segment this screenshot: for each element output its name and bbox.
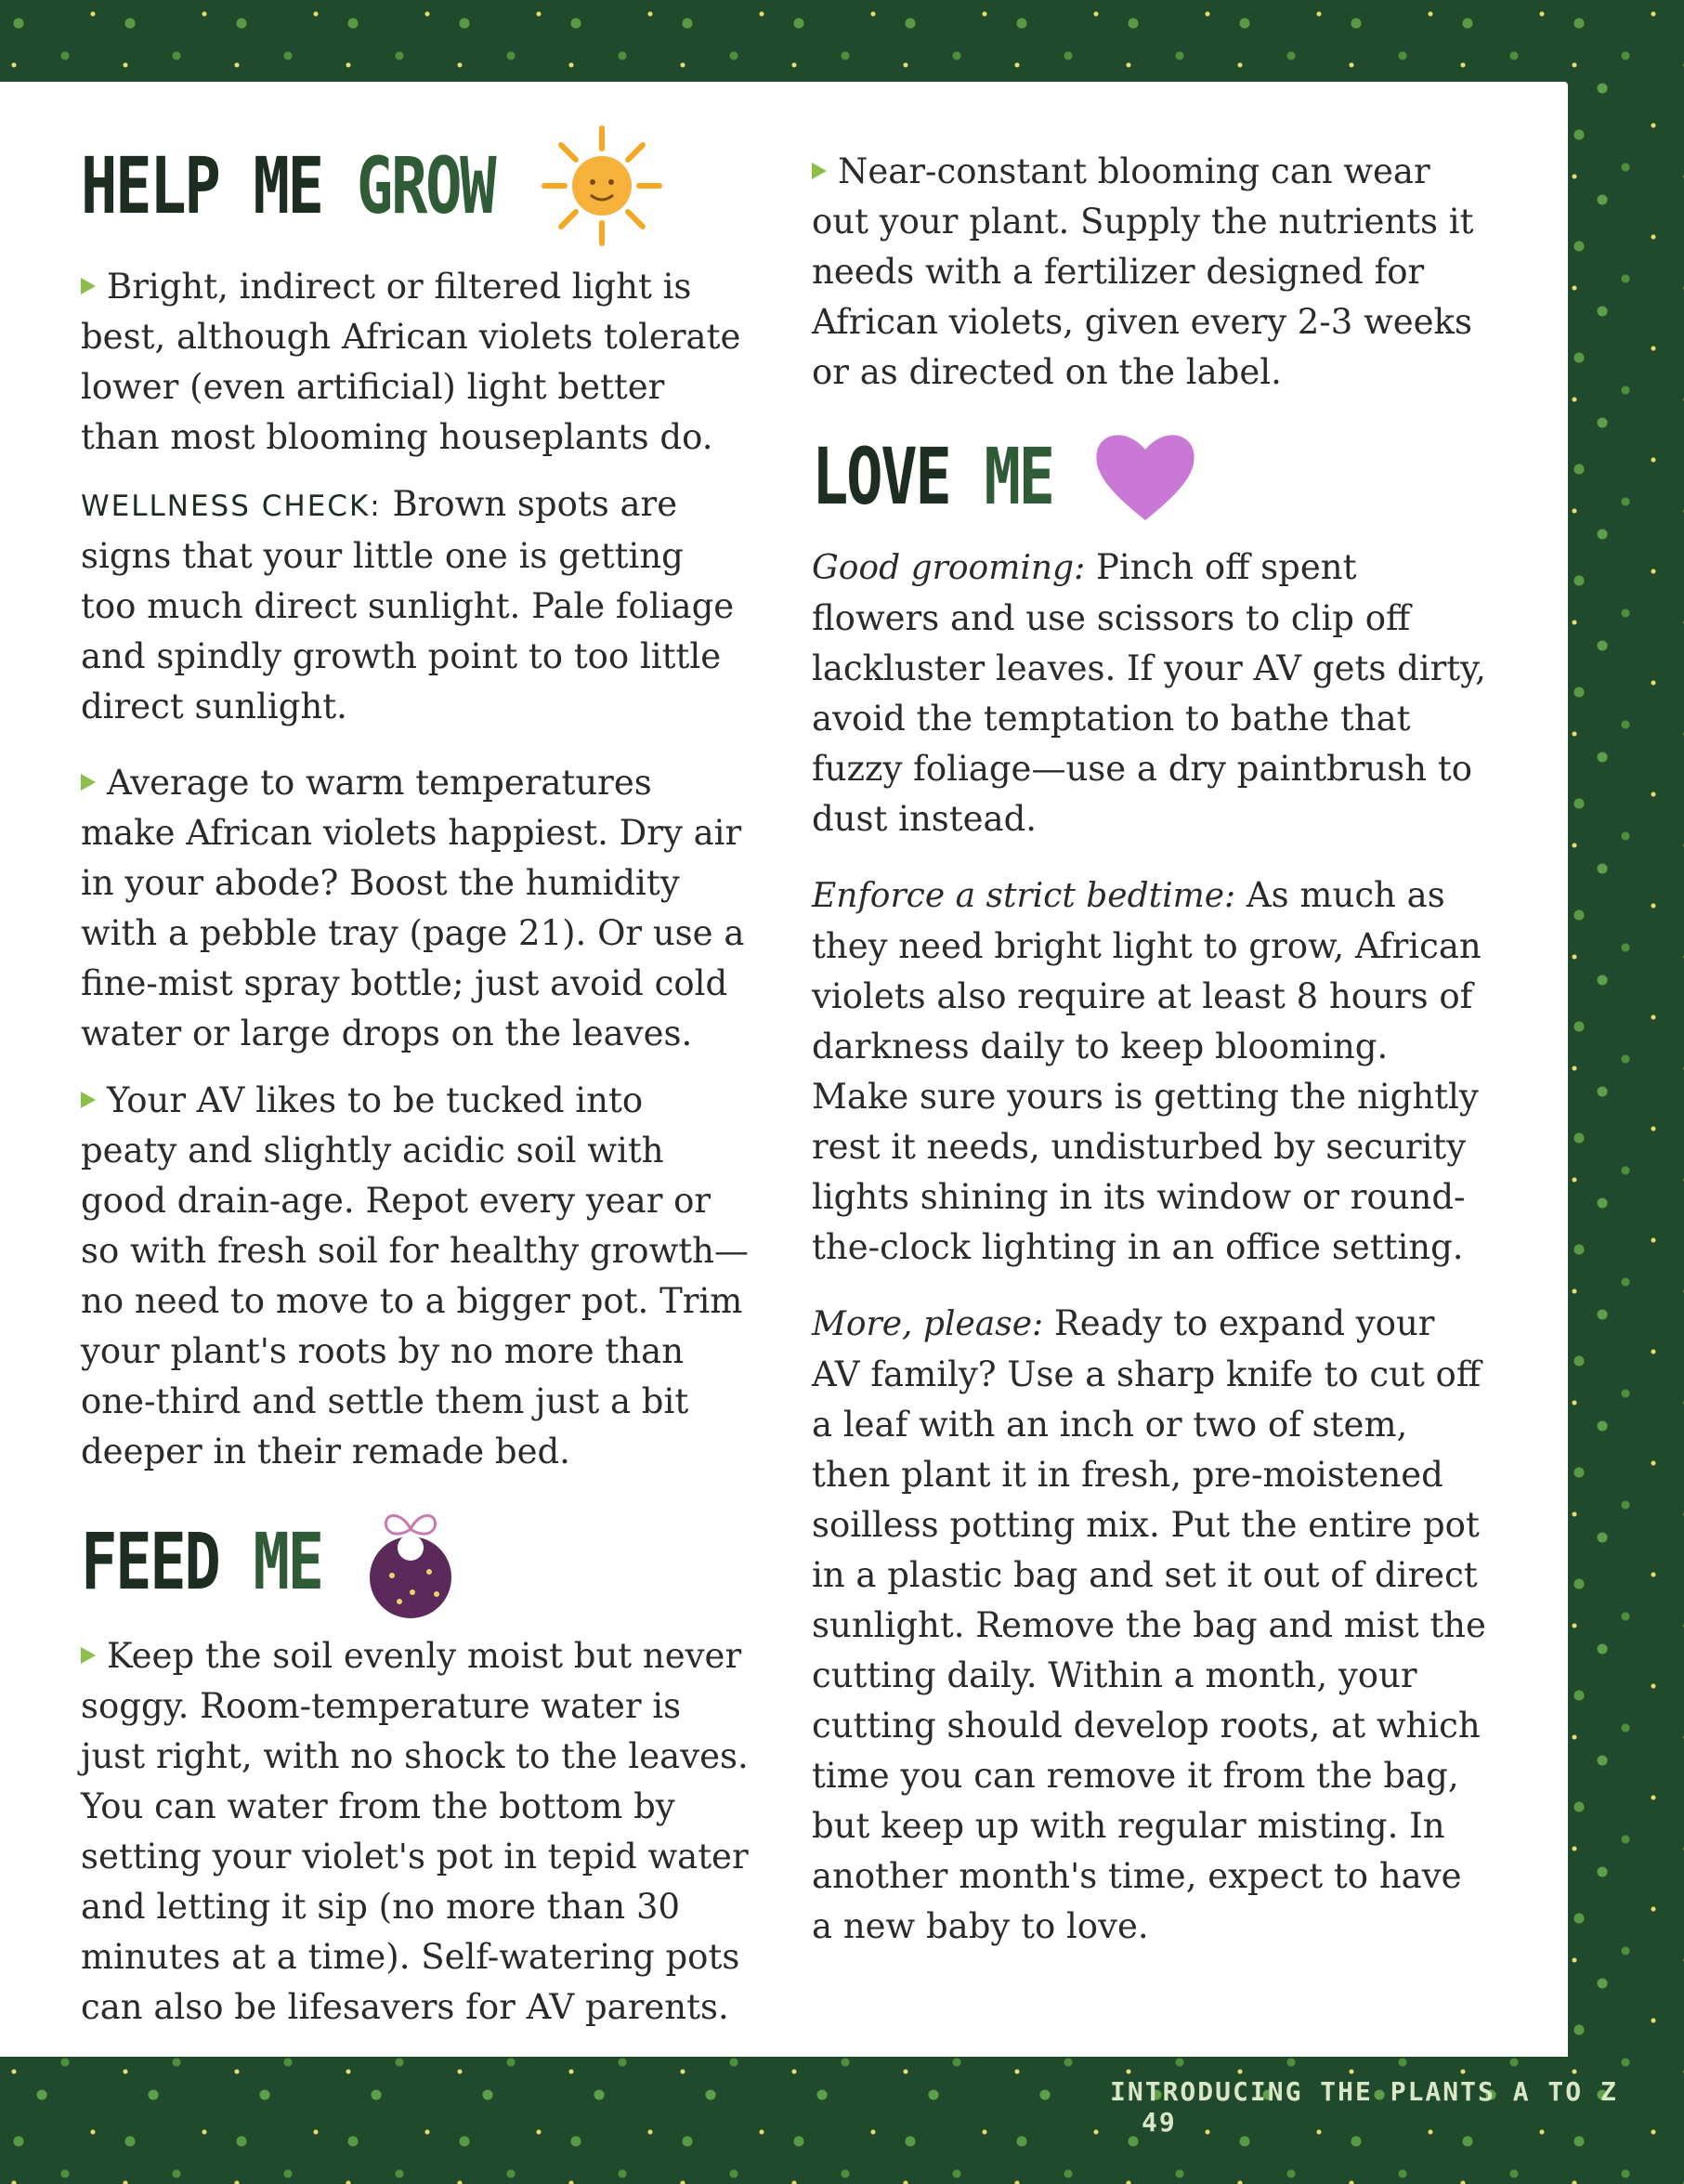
more-please-paragraph: More, please: Ready to expand your AV family? Use a sharp knife to cut off a leaf with an inch or two of stem, then plant it in fresh, pre-moistened soilless potting mix. Put the entire pot in a plastic bag and set it out of direct sunlight. Remove the bag and mist the cutting daily. Within a month, your cutting should develop roots, at which time you can remove it from the bag, but keep up with regular misting. In another month's time, expect to have a new baby to love.	[812, 1303, 1486, 1946]
bullet-icon	[81, 1092, 96, 1108]
grooming-paragraph: Good grooming: Pinch off spent flowers and use scissors to clip off lackluster leaves. If your AV gets dirty, avoid the temptation to bathe that fuzzy foliage—use a dry paintbrush to dust instead.	[812, 547, 1486, 839]
grooming-label: Good grooming:	[812, 549, 1086, 587]
bullet-icon	[81, 278, 96, 294]
bullet-icon	[81, 1647, 96, 1664]
bedtime-label: Enforce a strict bedtime:	[812, 877, 1236, 915]
grow-paragraph-temperature: Average to warm temperatures make African violets happiest. Dry air in your abode? Boost the humidity with a pebble tray (page 21). Or use a fine-mist spray bottle; just avoid cold water or large drops on the leaves.	[81, 763, 745, 1053]
love-me-heading: LOVE ME	[812, 431, 1053, 522]
feed-paragraph-fertilizer: Near-constant blooming can wear out your plant. Supply the nutrients it needs with a fertilizer designed for African violets, given every 2-3 weeks or as directed on the label.	[812, 151, 1474, 392]
wellness-check-paragraph: WELLNESS CHECK: Brown spots are signs that your little one is getting too much direct sunlight. Pale foliage and spindly growth point to too little direct sunlight.	[81, 484, 735, 726]
page-footer	[1110, 2076, 1684, 2138]
feed-me-heading-row	[81, 1501, 750, 1622]
footer-section-title: INTRODUCING THE PLANTS A TO Z	[1110, 2076, 1618, 2107]
bullet-icon	[81, 774, 96, 791]
help-me-grow-heading-row	[81, 121, 750, 251]
love-me-heading-row	[812, 425, 1490, 528]
bedtime-paragraph: Enforce a strict bedtime: As much as they need bright light to grow, African violets also require at least 8 hours of darkness daily to keep blooming. Make sure yours is getting the nightly rest it needs, undisturbed by security lights shining in its window or round-the-clock lighting in an office setting.	[812, 875, 1482, 1267]
grow-paragraph-soil: Your AV likes to be tucked into peaty and slightly acidic soil with good drain-age. Repot every year or so with fresh soil for healthy growth—no need to move to a bigger pot. Trim your plant's roots by no more than one-third and settle them just a bit deeper in their remade bed.	[81, 1080, 749, 1471]
page	[0, 82, 1568, 2057]
grow-paragraph-light: Bright, indirect or filtered light is best, although African violets tolerate lower (even artificial) light better than most blooming houseplants do.	[81, 267, 741, 457]
heart-icon	[1090, 425, 1201, 528]
feed-me-heading: FEED ME	[81, 1516, 322, 1607]
wellness-check-label: WELLNESS CHECK:	[81, 490, 382, 523]
page-number: 49	[1142, 2107, 1177, 2138]
help-me-grow-heading: HELP ME GROW	[81, 140, 495, 231]
bullet-icon	[812, 163, 827, 179]
more-please-label: More, please:	[812, 1305, 1044, 1343]
left-column	[81, 82, 750, 2033]
feed-paragraph-water: Keep the soil evenly moist but never soggy. Room-temperature water is just right, with no shock to the leaves. You can water from the bottom by setting your violet's pot in tepid water and letting it sip (no more than 30 minutes at a time). Self-watering pots can also be lifesavers for AV parents.	[81, 1636, 749, 2027]
sun-icon	[537, 121, 667, 251]
bib-icon	[355, 1501, 466, 1622]
right-column	[812, 82, 1490, 1952]
